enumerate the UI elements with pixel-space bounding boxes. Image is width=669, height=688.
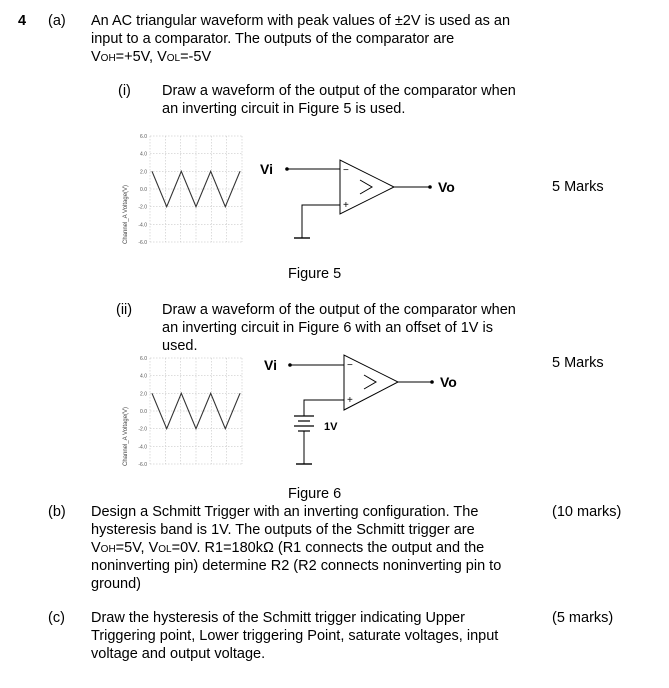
- vo-node: [430, 380, 434, 384]
- minus-sign: −: [343, 165, 349, 176]
- y-tick-label: 4.0: [140, 151, 147, 158]
- part-c-line-3: voltage and output voltage.: [91, 646, 266, 662]
- y-tick-label: 4.0: [140, 373, 147, 380]
- sub-ii-line-2: an inverting circuit in Figure 6 with an offset of 1V is: [162, 320, 493, 336]
- vo-label: Vo: [438, 179, 455, 195]
- figure-6-circuit: [252, 350, 482, 475]
- part-a-line-1: An AC triangular waveform with peak values of ±2V is used as an: [91, 13, 511, 29]
- sub-ii-line-1: Draw a waveform of the output of the comparator when: [162, 302, 516, 318]
- plus-sign: +: [343, 200, 349, 211]
- y-axis-label: Channel_A Voltage(V): [123, 406, 129, 466]
- y-tick-label: 6.0: [140, 134, 147, 140]
- y-tick-label: -4.0: [138, 222, 147, 229]
- figure-5-input-plot: [118, 130, 248, 248]
- question-number: 4: [18, 13, 27, 29]
- plus-sign: +: [347, 395, 353, 406]
- sub-i-label: (i): [118, 83, 131, 99]
- part-b-line-1: Design a Schmitt Trigger with an inverting configuration. The: [91, 504, 479, 520]
- sub-ii-line-3: used.: [162, 338, 198, 354]
- part-b-line-2: hysteresis band is 1V. The outputs of the Schmitt trigger are: [91, 522, 475, 538]
- y-tick-label: 2.0: [140, 391, 147, 398]
- part-b-line-5: ground): [91, 576, 141, 592]
- part-b-line-3: VOH=5V, VOL=0V. R1=180kΩ (R1 connects the output and the: [91, 540, 485, 556]
- vi-label: Vi: [264, 357, 277, 373]
- sub-ii-marks: 5 Marks: [552, 355, 604, 371]
- comparator-symbol: [364, 375, 376, 389]
- sub-i-line-2: an inverting circuit in Figure 5 is used.: [162, 101, 406, 117]
- grid: [150, 358, 242, 464]
- y-tick-label: -2.0: [138, 204, 147, 211]
- y-tick-label: -2.0: [138, 426, 147, 433]
- figure-6-input-plot: [118, 352, 248, 470]
- battery-icon: [294, 416, 314, 431]
- figure-5-circuit: [252, 150, 482, 250]
- part-c-label: (c): [48, 610, 65, 626]
- sub-ii-label: (ii): [116, 302, 133, 318]
- y-tick-label: 6.0: [140, 356, 147, 362]
- y-axis-label: Channel_A Voltage(V): [123, 184, 129, 244]
- figure-6-caption: Figure 6: [288, 486, 342, 502]
- offset-label: 1V: [324, 421, 338, 433]
- figure-5-caption: Figure 5: [288, 266, 342, 282]
- part-c-marks: (5 marks): [552, 610, 614, 626]
- part-b-label: (b): [48, 504, 66, 520]
- part-a-line-3: VOH=+5V, VOL=-5V: [91, 49, 212, 65]
- vi-label: Vi: [260, 161, 273, 177]
- comparator-symbol: [360, 180, 372, 194]
- y-tick-label: 0.0: [140, 187, 147, 193]
- y-tick-label: -6.0: [138, 240, 147, 246]
- y-tick-label: -6.0: [138, 462, 147, 468]
- y-tick-label: 2.0: [140, 169, 147, 176]
- part-a-line-2: input to a comparator. The outputs of the comparator are: [91, 31, 455, 47]
- sub-i-marks: 5 Marks: [552, 179, 604, 195]
- vo-node: [428, 185, 432, 189]
- grid: [150, 136, 242, 242]
- part-c-line-2: Triggering point, Lower triggering Point, saturate voltages, input: [91, 628, 499, 644]
- minus-sign: −: [347, 360, 353, 371]
- y-tick-group: [138, 356, 147, 468]
- part-c-line-1: Draw the hysteresis of the Schmitt trigger indicating Upper: [91, 610, 465, 626]
- offset-wire: [304, 400, 344, 416]
- sub-i-line-1: Draw a waveform of the output of the comparator when: [162, 83, 516, 99]
- part-b-line-4: noninverting pin) determine R2 (R2 connects noninverting pin to: [91, 558, 502, 574]
- part-a-label: (a): [48, 13, 66, 29]
- y-tick-label: -4.0: [138, 444, 147, 451]
- y-tick-group: [138, 134, 147, 246]
- ground-wire: [302, 205, 340, 238]
- part-b-marks: (10 marks): [552, 504, 622, 520]
- y-tick-label: 0.0: [140, 409, 147, 415]
- vo-label: Vo: [440, 374, 457, 390]
